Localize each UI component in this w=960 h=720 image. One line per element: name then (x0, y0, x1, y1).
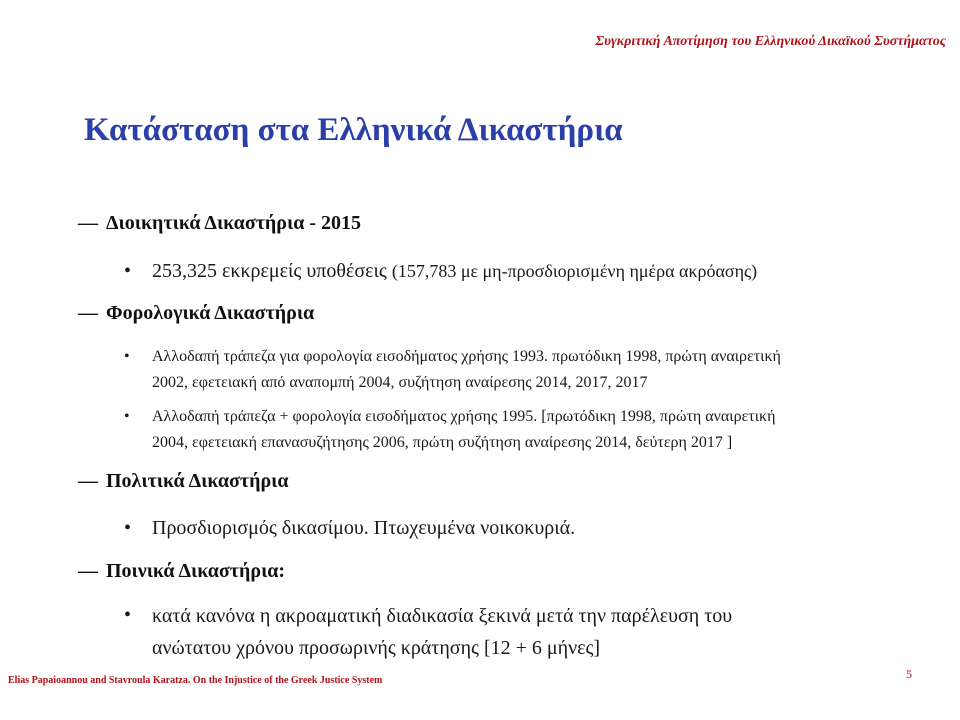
slide-title: Κατάσταση στα Ελληνικά Δικαστήρια (84, 112, 623, 148)
list-item-text (152, 256, 757, 286)
list-item-text (152, 600, 732, 664)
bullet-icon: • (124, 604, 132, 626)
list-item (124, 256, 924, 286)
list-item-line: Αλλοδαπή τράπεζα για φορολογία εισοδήματος χρήσης 1993. πρωτόδικη 1998, πρώτη αναιρετική (152, 348, 781, 365)
dash-marker: — (78, 470, 98, 492)
pending-cases-detail: (157,783 με μη-προσδιορισμένη ημέρα ακρόασης) (391, 261, 758, 281)
list-item-line: 2002, εφετειακή από αναπομπή 2004, συζήτηση αναίρεσης 2014, 2017, 2017 (152, 374, 648, 391)
list-item-line: ανώτατου χρόνου προσωρινής κράτησης [12 + 6 μήνες] (152, 637, 601, 659)
list-item-line: κατά κανόνα η ακροαματική διαδικασία ξεκινά μετά την παρέλευση του (152, 605, 733, 627)
list-item-line: 2004, εφετειακή επανασυζήτησης 2006, πρώτη συζήτηση αναίρεσης 2014, δεύτερη 2017 ] (152, 434, 733, 451)
section-heading-text: Ποινικά Δικαστήρια: (106, 560, 286, 582)
bullet-icon: • (124, 348, 130, 365)
list-item (124, 600, 924, 664)
section-heading-civil (78, 470, 289, 493)
dash-marker: — (78, 302, 98, 324)
list-item-line: Αλλοδαπή τράπεζα + φορολογία εισοδήματος χρήσης 1995. [πρωτόδικη 1998, πρώτη αναιρετική (152, 408, 776, 425)
list-item-text (152, 344, 781, 396)
bullet-icon: • (124, 517, 132, 539)
dash-marker: — (78, 212, 98, 234)
section-heading-tax (78, 302, 314, 325)
list-item-text (152, 404, 775, 456)
list-item (124, 404, 944, 456)
header-title: Συγκριτική Αποτίμηση του Ελληνικού Δικαϊκού Συστήματος (595, 34, 946, 49)
section-heading-criminal (78, 560, 285, 583)
bullet-icon: • (124, 408, 130, 425)
section-heading-text: Φορολογικά Δικαστήρια (106, 302, 315, 324)
section-heading-text: Διοικητικά Δικαστήρια - 2015 (106, 212, 362, 234)
list-item (124, 344, 944, 396)
list-item-text: Προσδιορισμός δικασίμου. Πτωχευμένα νοικοκυριά. (152, 517, 576, 539)
pending-cases-text: 253,325 εκκρεμείς υποθέσεις (152, 260, 387, 282)
list-item (124, 513, 924, 543)
dash-marker: — (78, 560, 98, 582)
bullet-icon: • (124, 260, 132, 282)
section-heading-text: Πολιτικά Δικαστήρια (106, 470, 289, 492)
page-number: 5 (906, 667, 912, 681)
footer-authors: Elias Papaioannou and Stavroula Karatza. On the Injustice of the Greek Justice System (8, 675, 383, 686)
section-heading-administrative (78, 212, 361, 235)
